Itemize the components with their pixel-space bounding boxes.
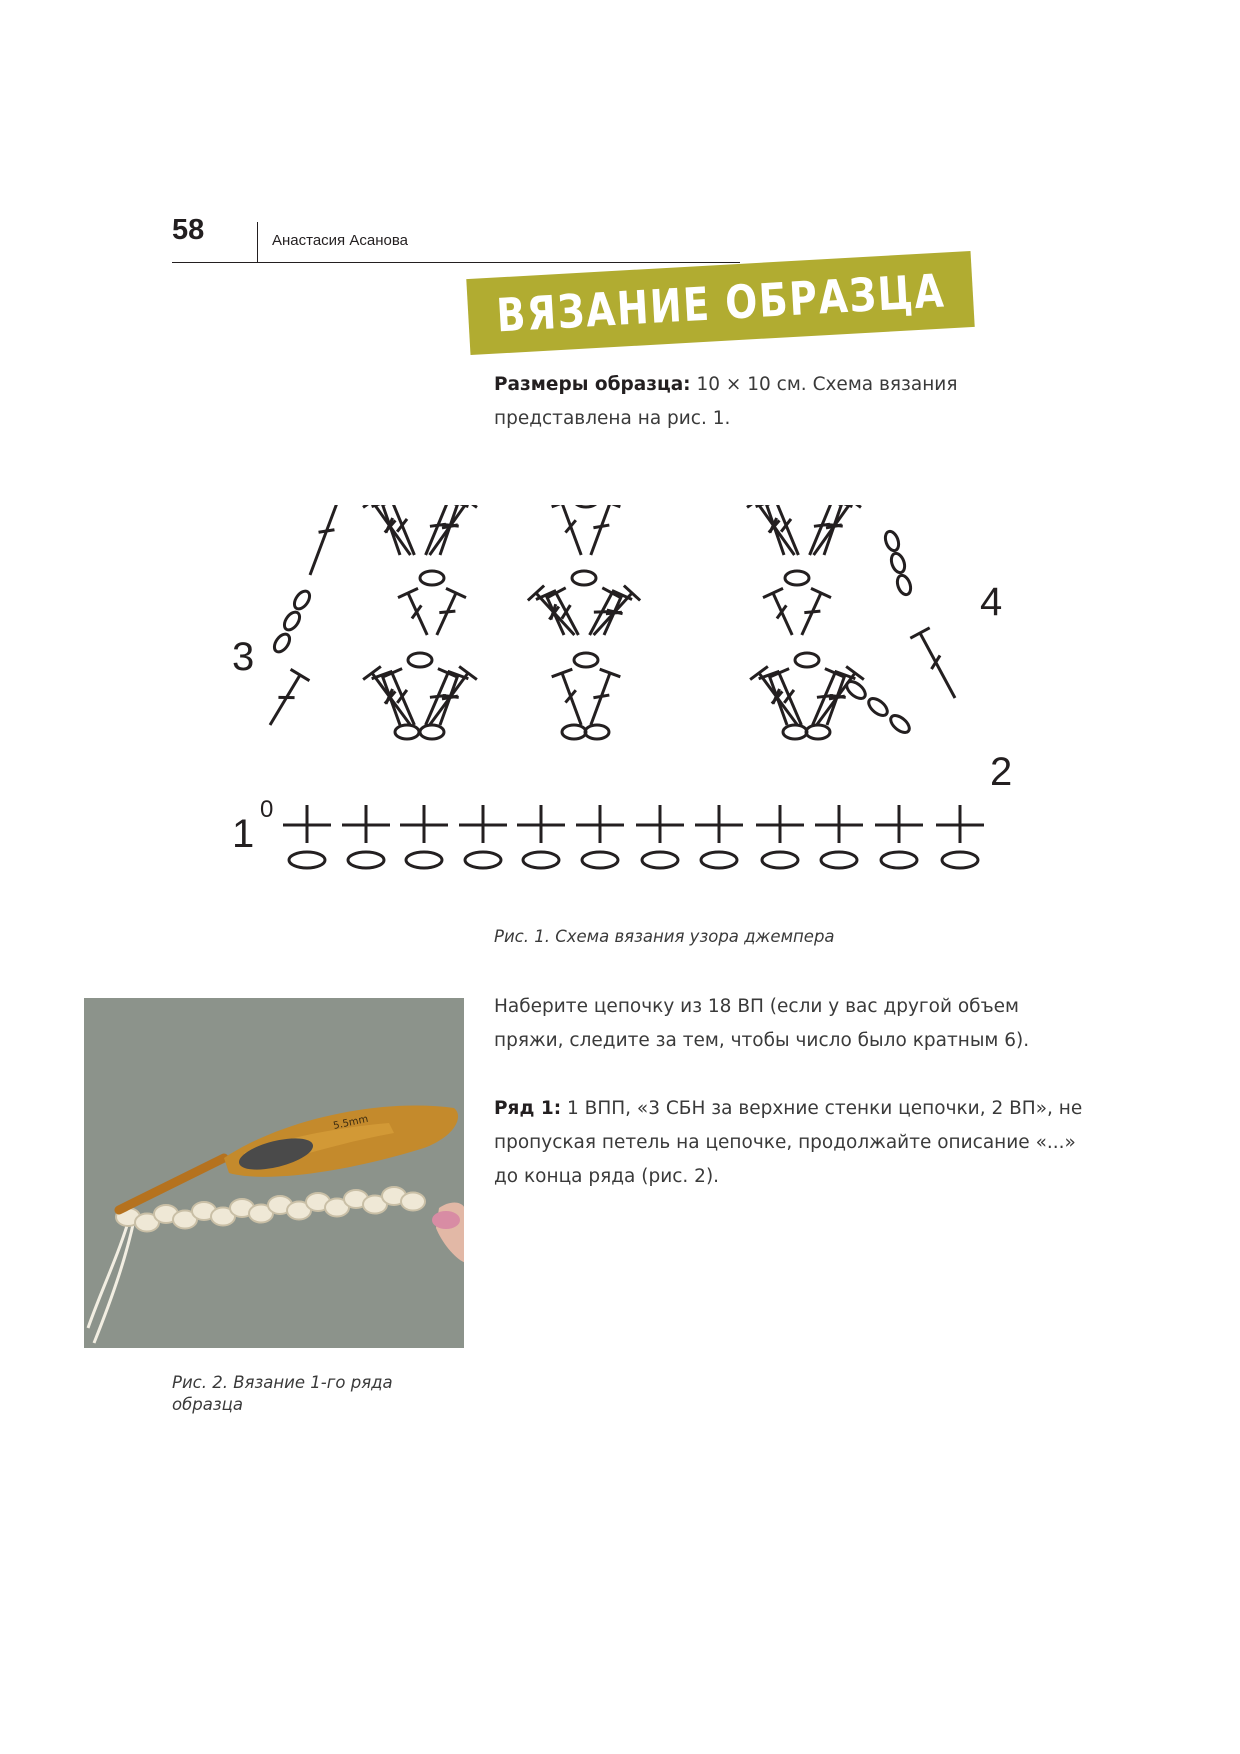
row-labels	[232, 580, 1012, 856]
chain-stitch	[783, 725, 807, 739]
chain-stitch	[289, 852, 325, 868]
chain-row	[289, 852, 978, 868]
single-crochet-stitch	[459, 805, 507, 843]
chain-stitch	[348, 852, 384, 868]
chain-stitch	[762, 852, 798, 868]
chain-stitch	[420, 571, 444, 585]
chain-stitch	[881, 852, 917, 868]
title-banner	[466, 251, 974, 355]
double-crochet-stitch	[437, 588, 466, 635]
chain-stitch	[642, 852, 678, 868]
instructions	[494, 990, 1094, 1228]
crochet-photo	[84, 998, 464, 1348]
chain-stitch	[888, 712, 913, 735]
chain-stitch	[889, 552, 907, 575]
row-label-0: 0	[260, 796, 274, 823]
chain-stitch	[883, 530, 901, 553]
chain-stitch	[271, 631, 292, 654]
chain-stitch	[844, 678, 869, 701]
sample-size-text-2: представлена на рис. 1.	[494, 408, 731, 429]
chain-stitch	[806, 725, 830, 739]
chain-stitch	[465, 852, 501, 868]
chain-stitch	[562, 725, 586, 739]
chain-stitch	[795, 653, 819, 667]
chain-stitch	[395, 725, 419, 739]
single-crochet-stitch	[342, 805, 390, 843]
double-crochet-stitch	[398, 588, 427, 635]
chain-stitch	[785, 571, 809, 585]
crochet-chart	[220, 505, 1030, 885]
hook-size-label: 5.5mm	[332, 1113, 370, 1132]
page-number: 58	[172, 214, 205, 246]
row-label-4: 4	[980, 580, 1003, 624]
single-crochet-stitch	[636, 805, 684, 843]
chain-stitch	[572, 571, 596, 585]
single-crochet-stitch	[517, 805, 565, 843]
section-title: ВЯЗАНИЕ ОБРАЗЦА	[494, 263, 947, 343]
chain-stitch	[408, 653, 432, 667]
double-crochet-stitch	[591, 505, 621, 555]
edge-stitch	[910, 628, 955, 698]
single-crochet-stitch	[400, 805, 448, 843]
chain-stitch	[281, 609, 302, 632]
row-1-text: 1 ВПП, «3 СБН за верхние стенки цепочки, 2 ВП», не пропуская петель на цепочке, продолжайте описание «...» до конца ряда (рис. 2).	[494, 1098, 1083, 1187]
single-crochet-stitch	[756, 805, 804, 843]
upper-rows	[270, 505, 955, 739]
chain-stitch	[291, 588, 312, 611]
single-crochet-stitch	[283, 805, 331, 843]
crochet-loop	[401, 1193, 425, 1211]
chain-stitch	[574, 505, 598, 507]
double-crochet-stitch	[552, 669, 582, 725]
single-crochet-stitch	[936, 805, 984, 843]
chain-stitch	[420, 725, 444, 739]
double-crochet-stitch	[802, 588, 831, 635]
chain-stitch	[406, 852, 442, 868]
edge-stitch	[310, 505, 350, 575]
intro-paragraph	[494, 368, 994, 436]
header-divider	[257, 222, 258, 262]
header-rule	[172, 262, 740, 263]
single-crochet-row	[283, 805, 984, 843]
crochet-photo-drawing	[84, 998, 464, 1348]
single-crochet-stitch	[875, 805, 923, 843]
row-label-2: 2	[990, 750, 1013, 794]
double-crochet-stitch	[763, 588, 792, 635]
sample-size-label: Размеры образца:	[494, 374, 691, 395]
chain-stitch	[701, 852, 737, 868]
running-header-author: Анастасия Асанова	[272, 232, 408, 249]
double-crochet-stitch	[552, 505, 582, 555]
paragraph-chain: Наберите цепочку из 18 ВП (если у вас другой объем пряжи, следите за тем, чтобы число было кратным 6).	[494, 996, 1030, 1051]
edge-stitch	[270, 669, 309, 725]
chain-stitch	[585, 725, 609, 739]
single-crochet-stitch	[695, 805, 743, 843]
single-crochet-stitch	[815, 805, 863, 843]
row-label-1: 1	[232, 812, 255, 856]
row-label-3: 3	[232, 635, 255, 679]
chain-stitch	[574, 653, 598, 667]
chain-stitch	[895, 574, 913, 597]
chain-stitch	[821, 852, 857, 868]
chain-stitch	[582, 852, 618, 868]
paragraph-row-1	[494, 1092, 1094, 1194]
figure-1-caption: Рис. 1. Схема вязания узора джемпера	[494, 927, 835, 946]
figure-2-caption: Рис. 2. Вязание 1-го ряда образца	[172, 1373, 393, 1414]
sample-size-text: 10 × 10 см. Схема вязания	[690, 374, 958, 395]
double-crochet-stitch	[591, 669, 621, 725]
chain-stitch	[942, 852, 978, 868]
single-crochet-stitch	[576, 805, 624, 843]
chain-stitch	[523, 852, 559, 868]
row-1-label: Ряд 1:	[494, 1098, 562, 1119]
chain-stitch	[866, 695, 891, 718]
